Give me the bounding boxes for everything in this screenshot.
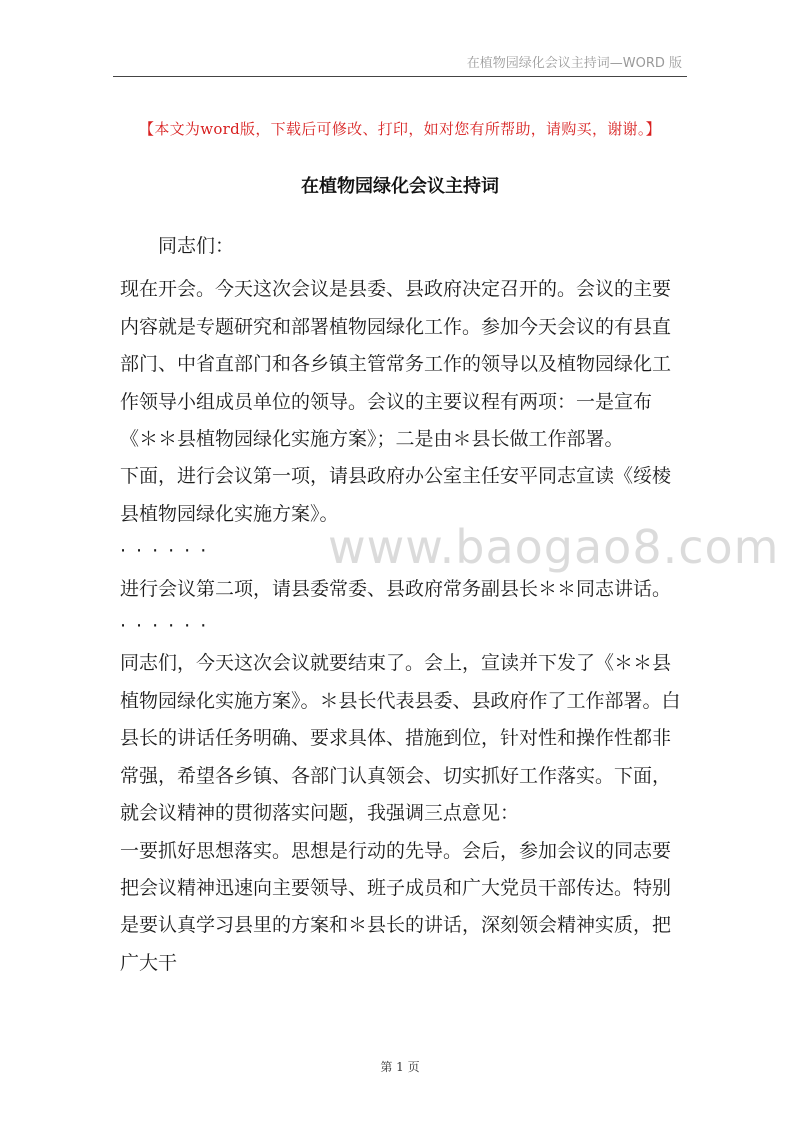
body-paragraph: 下面，进行会议第一项，请县政府办公室主任安平同志宣读《绥棱县植物园绿化实施方案》。 — [120, 465, 672, 525]
ellipsis-line: ······ — [120, 615, 217, 638]
document-body — [120, 228, 684, 982]
purchase-notice: 【本文为word版，下载后可修改、打印，如对您有所帮助，请购买，谢谢。】 — [139, 120, 661, 138]
ellipsis-line: ······ — [120, 540, 217, 563]
body-paragraph: 现在开会。今天这次会议是县委、县政府决定召开的。会议的主要内容就是专题研究和部署植物园绿化工作。参加今天会议的有县直部门、中省直部门和各乡镇主管常务工作的领导以及植物园绿化工作领导小组成员单位的领导。会议的主要议程有两项：一是宣布《＊＊县植物园绿化实施方案》；二是由＊县长做工作部署。 — [120, 278, 672, 451]
header-divider — [113, 76, 687, 77]
watermark: www.baogao8.com — [328, 520, 780, 574]
greeting-paragraph: 同志们： — [158, 235, 235, 257]
document-title: 在植物园绿化会议主持词 — [301, 176, 499, 197]
body-paragraph: 进行会议第二项，请县委常委、县政府常务副县长＊＊同志讲话。 — [120, 577, 672, 600]
running-header: 在植物园绿化会议主持词—WORD 版 — [466, 56, 682, 71]
body-paragraph: 一要抓好思想落实。思想是行动的先导。会后，参加会议的同志要把会议精神迅速向主要领导、班子成员和广大党员干部传达。特别是要认真学习县里的方案和＊县长的讲话，深刻领会精神实质，把广大干 — [120, 839, 672, 974]
page-number: 第 1 页 — [380, 1060, 420, 1074]
body-paragraph: 同志们，今天这次会议就要结束了。会上，宣读并下发了《＊＊县植物园绿化实施方案》。＊县长代表县委、县政府作了工作部署。白县长的讲话任务明确、要求具体、措施到位，针对性和操作性都非常强，希望各乡镇、各部门认真领会、切实抓好工作落实。下面，就会议精神的贯彻落实问题，我强调三点意见： — [120, 652, 681, 825]
